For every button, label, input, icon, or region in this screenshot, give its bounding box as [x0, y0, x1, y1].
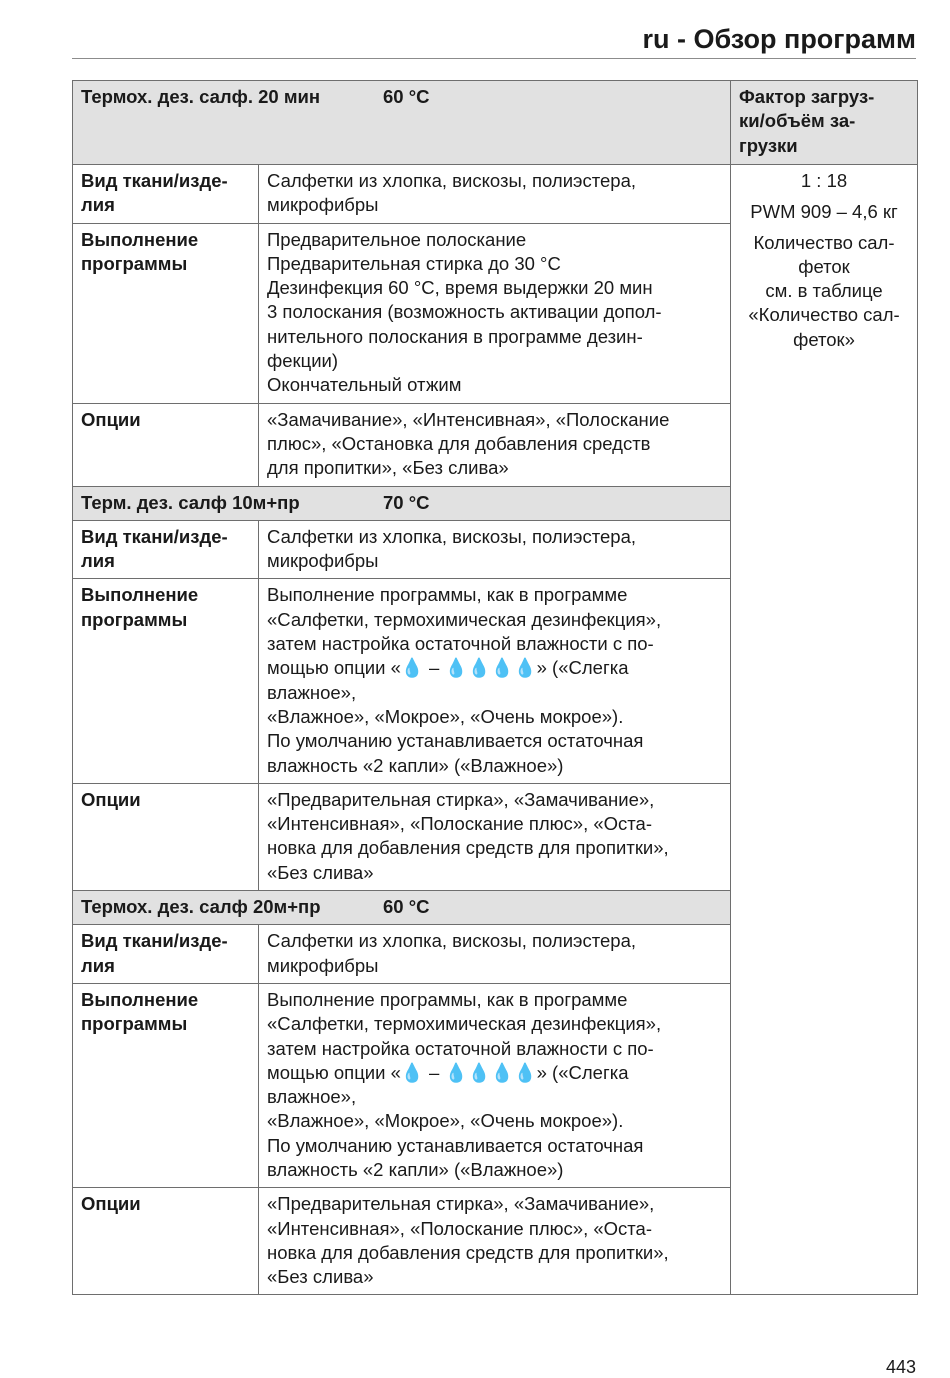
- row-value-line: новка для добавления средств для пропитки»,: [267, 837, 669, 859]
- load-note: [739, 231, 909, 352]
- section-header-row: [73, 81, 918, 165]
- row-value-line: Салфетки из хлопка, вискозы, полиэстера,: [267, 170, 637, 191]
- program-title: Термох. дез. салф. 20 мин: [81, 86, 321, 107]
- program-title: Терм. дез. салф 10м+пр: [81, 491, 300, 513]
- page-number: 443: [885, 1357, 916, 1377]
- row-value-line: микрофибры: [267, 954, 379, 976]
- row-label: [73, 579, 259, 783]
- row-value-line: «Предварительная стирка», «Замачивание»,: [267, 1193, 655, 1215]
- row-value-line: «Без слива»: [267, 1266, 374, 1288]
- row-value: [259, 925, 731, 984]
- page-header: [72, 20, 916, 59]
- row-value-line: «Салфетки, термохимическая дезинфекция»,: [267, 608, 662, 630]
- row-value: [259, 783, 731, 890]
- load-factor-header: [731, 81, 918, 165]
- row-value: [259, 403, 731, 486]
- row-label-line: лия: [81, 194, 115, 216]
- row-label-line: Опции: [81, 1193, 141, 1215]
- program-temperature: 60 °C: [383, 86, 430, 107]
- load-note-line: см. в таблице: [765, 280, 883, 302]
- row-label-line: Выполнение: [81, 988, 199, 1010]
- row-value-line: «Влажное», «Мокрое», «Очень мокрое»).: [267, 1110, 624, 1132]
- row-value: [259, 165, 731, 224]
- load-note-line: феток: [798, 255, 850, 277]
- row-label: [73, 223, 259, 403]
- load-note-line: «Количество сал-: [748, 304, 900, 326]
- row-label: [73, 983, 259, 1187]
- row-value-line: микрофибры: [267, 194, 379, 216]
- row-value-line: Выполнение программы, как в программе: [267, 988, 628, 1010]
- row-value-line: влажность «2 капли» («Влажное»): [267, 754, 564, 776]
- row-value-line: мощью опции «💧 – 💧💧💧💧» («Слегка влажное»,: [267, 1061, 629, 1108]
- row-label-line: лия: [81, 954, 115, 976]
- load-info-cell: [731, 165, 918, 1295]
- row-value-line: новка для добавления средств для пропитки»,: [267, 1241, 669, 1263]
- row-value-line: затем настройка остаточной влажности с по-: [267, 1037, 654, 1059]
- program-title: Термох. дез. салф 20м+пр: [81, 896, 321, 918]
- row-value-line: Предварительная стирка до 30 °C: [267, 252, 561, 274]
- load-note-line: Количество сал-: [753, 231, 895, 253]
- row-value: [259, 579, 731, 783]
- row-label-line: лия: [81, 550, 115, 572]
- row-label-line: программы: [81, 1013, 188, 1035]
- row-label-line: Опции: [81, 408, 141, 430]
- row-value: [259, 983, 731, 1187]
- row-value-line: фекции): [267, 350, 339, 372]
- row-value-line: микрофибры: [267, 550, 379, 572]
- program-temperature: 60 °C: [383, 896, 430, 918]
- row-value: [259, 520, 731, 579]
- load-factor-header-line: грузки: [739, 134, 798, 156]
- row-value-line: «Интенсивная», «Полоскание плюс», «Оста-: [267, 813, 653, 835]
- load-factor-header-line: ки/объём за-: [739, 110, 856, 132]
- row-label-line: программы: [81, 608, 188, 630]
- row-label-line: Вид ткани/изде-: [81, 525, 228, 547]
- row-value-line: Предварительное полоскание: [267, 228, 527, 250]
- program-temperature: 70 °C: [383, 491, 430, 513]
- row-value-line: По умолчанию устанавливается остаточная: [267, 1134, 644, 1156]
- program-header: [73, 81, 731, 165]
- row-value-line: для пропитки», «Без слива»: [267, 457, 509, 479]
- row-value: [259, 223, 731, 403]
- row-value-line: влажность «2 капли» («Влажное»): [267, 1158, 564, 1180]
- program-header: [73, 891, 731, 925]
- row-value-line: мощью опции «💧 – 💧💧💧💧» («Слегка влажное»,: [267, 657, 629, 703]
- row-value-line: «Интенсивная», «Полоскание плюс», «Оста-: [267, 1217, 653, 1239]
- row-label-line: Вид ткани/изде-: [81, 170, 228, 191]
- row-value-line: «Замачивание», «Интенсивная», «Полоскание: [267, 408, 670, 430]
- row-value-line: Салфетки из хлопка, вискозы, полиэстера,: [267, 930, 637, 952]
- row-label: [73, 165, 259, 224]
- row-label-line: Выполнение: [81, 584, 199, 606]
- load-factor-header-line: Фактор загруз-: [739, 86, 875, 107]
- row-value-line: «Предварительная стирка», «Замачивание»,: [267, 788, 655, 810]
- row-label-line: программы: [81, 252, 188, 274]
- program-header: [73, 486, 731, 520]
- row-value-line: Окончательный отжим: [267, 374, 462, 396]
- row-value-line: нительного полоскания в программе дезин-: [267, 325, 643, 347]
- row-label-line: Вид ткани/изде-: [81, 930, 228, 952]
- row-value-line: Выполнение программы, как в программе: [267, 584, 628, 606]
- row-value: [259, 1188, 731, 1295]
- row-value-line: «Влажное», «Мокрое», «Очень мокрое»).: [267, 705, 624, 727]
- row-label-line: Выполнение: [81, 228, 199, 250]
- row-label: [73, 783, 259, 890]
- row-value-line: По умолчанию устанавливается остаточная: [267, 730, 644, 752]
- program-table: [72, 80, 918, 1295]
- row-value-line: «Салфетки, термохимическая дезинфекция»,: [267, 1013, 662, 1035]
- load-model: PWM 909 – 4,6 кг: [750, 201, 898, 223]
- row-value-line: плюс», «Остановка для добавления средств: [267, 432, 651, 454]
- row-label: [73, 1188, 259, 1295]
- row-label: [73, 925, 259, 984]
- row-label-line: Опции: [81, 788, 141, 810]
- table-row: [73, 165, 918, 224]
- load-ratio: 1 : 18: [800, 170, 848, 191]
- row-value-line: затем настройка остаточной влажности с по-: [267, 633, 654, 655]
- load-note-line: феток»: [793, 328, 855, 350]
- row-label: [73, 403, 259, 486]
- row-value-line: «Без слива»: [267, 861, 374, 883]
- row-value-line: Салфетки из хлопка, вискозы, полиэстера,: [267, 525, 637, 547]
- row-value-line: 3 полоскания (возможность активации допол-: [267, 301, 662, 323]
- row-value-line: Дезинфекция 60 °C, время выдержки 20 мин: [267, 277, 653, 299]
- page-title: ru - Обзор программ: [642, 24, 916, 54]
- row-label: [73, 520, 259, 579]
